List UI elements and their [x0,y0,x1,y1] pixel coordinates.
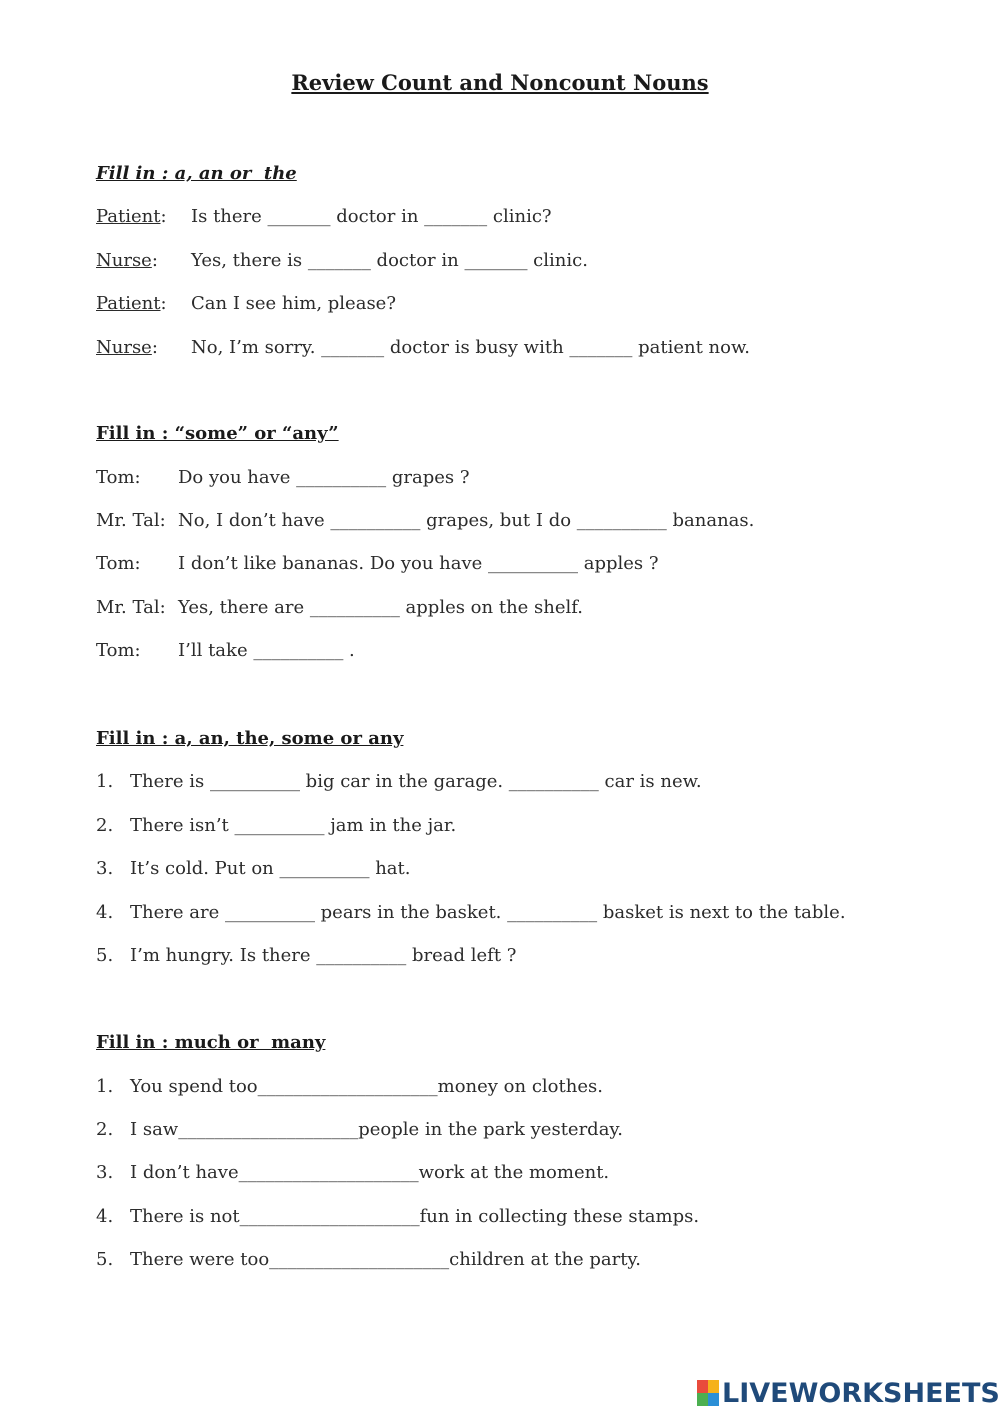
section-heading: Fill in : a, an or the [96,163,297,184]
section-heading: Fill in : a, an, the, some or any [96,728,404,749]
item-text: There is __________ big car in the garage. __________ car is new. [130,771,702,792]
dialogue-line: Nurse: No, I’m sorry. _______ doctor is busy with _______ patient now. [96,337,750,358]
exercise-item [96,771,702,792]
dialogue-line: Patient: Can I see him, please? [96,293,396,314]
dialogue-text: No, I’m sorry. _______ doctor is busy with _______ patient now. [191,337,750,358]
item-number: 2. [96,1119,114,1140]
item-number: 4. [96,902,114,923]
exercise-item [96,1162,609,1183]
dialogue-text: I’ll take __________ . [178,640,355,661]
speaker-name: Mr. Tal: [96,510,166,531]
dialogue-text: Is there _______ doctor in _______ clinic? [191,206,552,227]
item-number: 3. [96,858,114,879]
item-text: There were too____________________children at the party. [130,1249,641,1270]
speaker-name: Nurse [96,337,152,358]
liveworksheets-logo[interactable] [697,1376,1000,1410]
item-number: 1. [96,1076,114,1097]
exercise-item [96,945,516,966]
exercise-item [96,815,456,836]
item-text: It’s cold. Put on __________ hat. [130,858,411,879]
item-text: I’m hungry. Is there __________ bread left ? [130,945,517,966]
dialogue-line [96,597,583,618]
exercise-item [96,1119,623,1140]
item-text: I don’t have____________________work at the moment. [130,1162,610,1183]
dialogue-text: No, I don’t have __________ grapes, but I do __________ bananas. [178,510,755,531]
item-text: I saw____________________people in the park yesterday. [130,1119,623,1140]
section-heading: Fill in : “some” or “any” [96,423,339,444]
speaker-name: Patient [96,293,161,314]
exercise-item [96,1076,603,1097]
item-number: 3. [96,1162,114,1183]
dialogue-line [96,553,659,574]
dialogue-line: Patient: Is there _______ doctor in _______ clinic? [96,206,552,227]
item-number: 5. [96,1249,114,1270]
speaker-name: Mr. Tal: [96,597,166,618]
item-text: There are __________ pears in the basket. __________ basket is next to the table. [130,902,846,923]
section-heading: Fill in : much or many [96,1032,326,1053]
item-number: 4. [96,1206,114,1227]
liveworksheets-logo-icon [697,1380,719,1406]
dialogue-text: I don’t like bananas. Do you have __________ apples ? [178,553,659,574]
speaker-name: Tom: [96,553,141,574]
exercise-item [96,1249,641,1270]
logo-text: LIVEWORKSHEETS [722,1377,1000,1409]
item-text: There isn’t __________ jam in the jar. [130,815,457,836]
dialogue-line [96,467,470,488]
dialogue-line [96,510,754,531]
item-number: 1. [96,771,114,792]
page-title: Review Count and Noncount Nouns [291,70,709,95]
item-text: You spend too____________________money on clothes. [130,1076,603,1097]
speaker-name: Tom: [96,467,141,488]
dialogue-line: Nurse: Yes, there is _______ doctor in _______ clinic. [96,250,588,271]
item-text: There is not____________________fun in collecting these stamps. [130,1206,700,1227]
speaker-name: Nurse [96,250,152,271]
exercise-item [96,902,846,923]
dialogue-text: Yes, there are __________ apples on the shelf. [178,597,584,618]
dialogue-text: Do you have __________ grapes ? [178,467,470,488]
item-number: 2. [96,815,114,836]
dialogue-text: Yes, there is _______ doctor in _______ clinic. [191,250,588,271]
dialogue-line [96,640,355,661]
dialogue-text: Can I see him, please? [191,293,396,314]
exercise-item [96,858,410,879]
exercise-item [96,1206,699,1227]
speaker-name: Patient [96,206,161,227]
speaker-name: Tom: [96,640,141,661]
item-number: 5. [96,945,114,966]
